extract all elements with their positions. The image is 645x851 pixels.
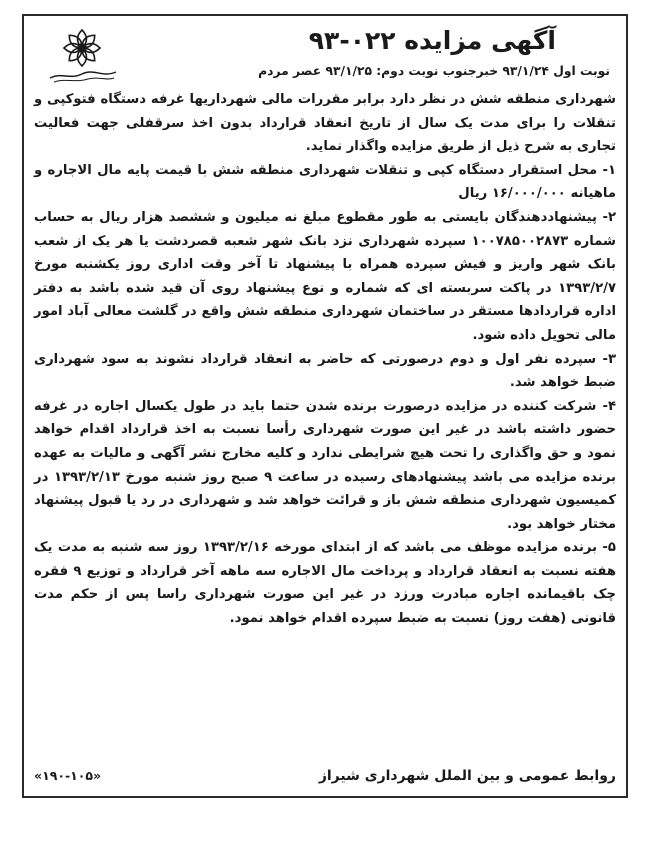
shiraz-municipality-logo-icon <box>40 26 124 84</box>
clause-2: ۲- پیشنهاددهندگان بایستی به طور مقطوع مبلغ نه میلیون و ششصد هزار ریال به حساب شماره ۱۰۰۷۸۵۰۰۲۸۷۳ سپرده شهرداری نزد بانک شهر شعبه قصردشت یا هر یک از شعب بانک شهر واریز و فیش سپرده همراه با پیشنهاد تا آخر وقت اداری روز یکشنبه مورخ ۱۳۹۳/۲/۷ در پاکت سربسته ای که شماره و نوع پیشنهاد روی آن قید شده باشد به دفتر اداره قراردادها مستقر در ساختمان شهرداری منطقه شش واقع در گلشت معالی آباد امور مالی تحویل داده شود. <box>34 209 617 343</box>
notice-body <box>34 88 616 631</box>
intro-paragraph: شهرداری منطقه شش در نظر دارد برابر مقررات مالی شهرداریها غرفه دستگاه فتوکپی و تنقلات را برای مدت یک سال از تاریخ انعقاد قرارداد بدون اخذ سرقفلی جهت فعالیت تجاری به شرح ذیل از طریق مزایده واگذار نماید. <box>34 92 616 155</box>
issuer-signature: روابط عمومی و بین الملل شهرداری شیراز <box>318 768 616 784</box>
notice-header <box>34 24 616 86</box>
clause-1: ۱- محل استقرار دستگاه کپی و تنقلات شهرداری منطقه شش با قیمت پایه مال الاجاره و ماهیانه ۱۶/۰۰۰/۰۰۰ ریال <box>34 162 616 202</box>
clause-4: ۴- شرکت کننده در مزایده درصورت برنده شدن حتما باید در طول یکسال اجاره در غرفه حضور داشته باشد در غیر این صورت شهرداری رأسا نسبت به اخذ قرارداد اقدام خواهد نمود و حق واگذاری را تحت هیچ شرایطی ندارد و کلیه مخارج نشر آگهی و مالیات به عهده برنده مزایده می باشد پیشنهادهای رسیده در ساعت ۹ صبح روز شنبه مورخ ۱۳۹۳/۲/۱۳ در کمیسیون شهرداری منطقه شش باز و قرائت خواهد شد و شهرداری در رد یا قبول پیشنهاد مختار خواهد بود. <box>34 398 617 532</box>
publication-schedule: نوبت اول ۹۳/۱/۲۴ خبرجنوب نوبت دوم: ۹۳/۱/۲۵ عصر مردم <box>258 64 610 78</box>
notice-title: آگهی مزایده ۰۲۲-۹۳ <box>308 26 556 55</box>
reference-number: «۱۹۰-۱۰۵» <box>34 768 102 783</box>
notice-footer <box>34 768 616 792</box>
notice-frame <box>22 14 628 798</box>
clause-3: ۳- سپرده نفر اول و دوم درصورتی که حاضر به انعقاد قرارداد نشوند به سود شهرداری ضبط خواهد شد. <box>34 351 616 391</box>
clause-5: ۵- برنده مزایده موظف می باشد که از ابتدای مورخه ۱۳۹۳/۲/۱۶ روز سه شنبه به مدت یک هفته نسبت به انعقاد قرارداد و پرداخت مال الاجاره سه ماهه آخر قرارداد و توزیع ۹ فقره چک باقیمانده اجاره مبادرت ورزد در غیر این صورت شهرداری راسا پس از حکم مدت قانونی (هفت روز) نسبت به ضبط سپرده اقدام خواهد نمود. <box>34 540 616 627</box>
